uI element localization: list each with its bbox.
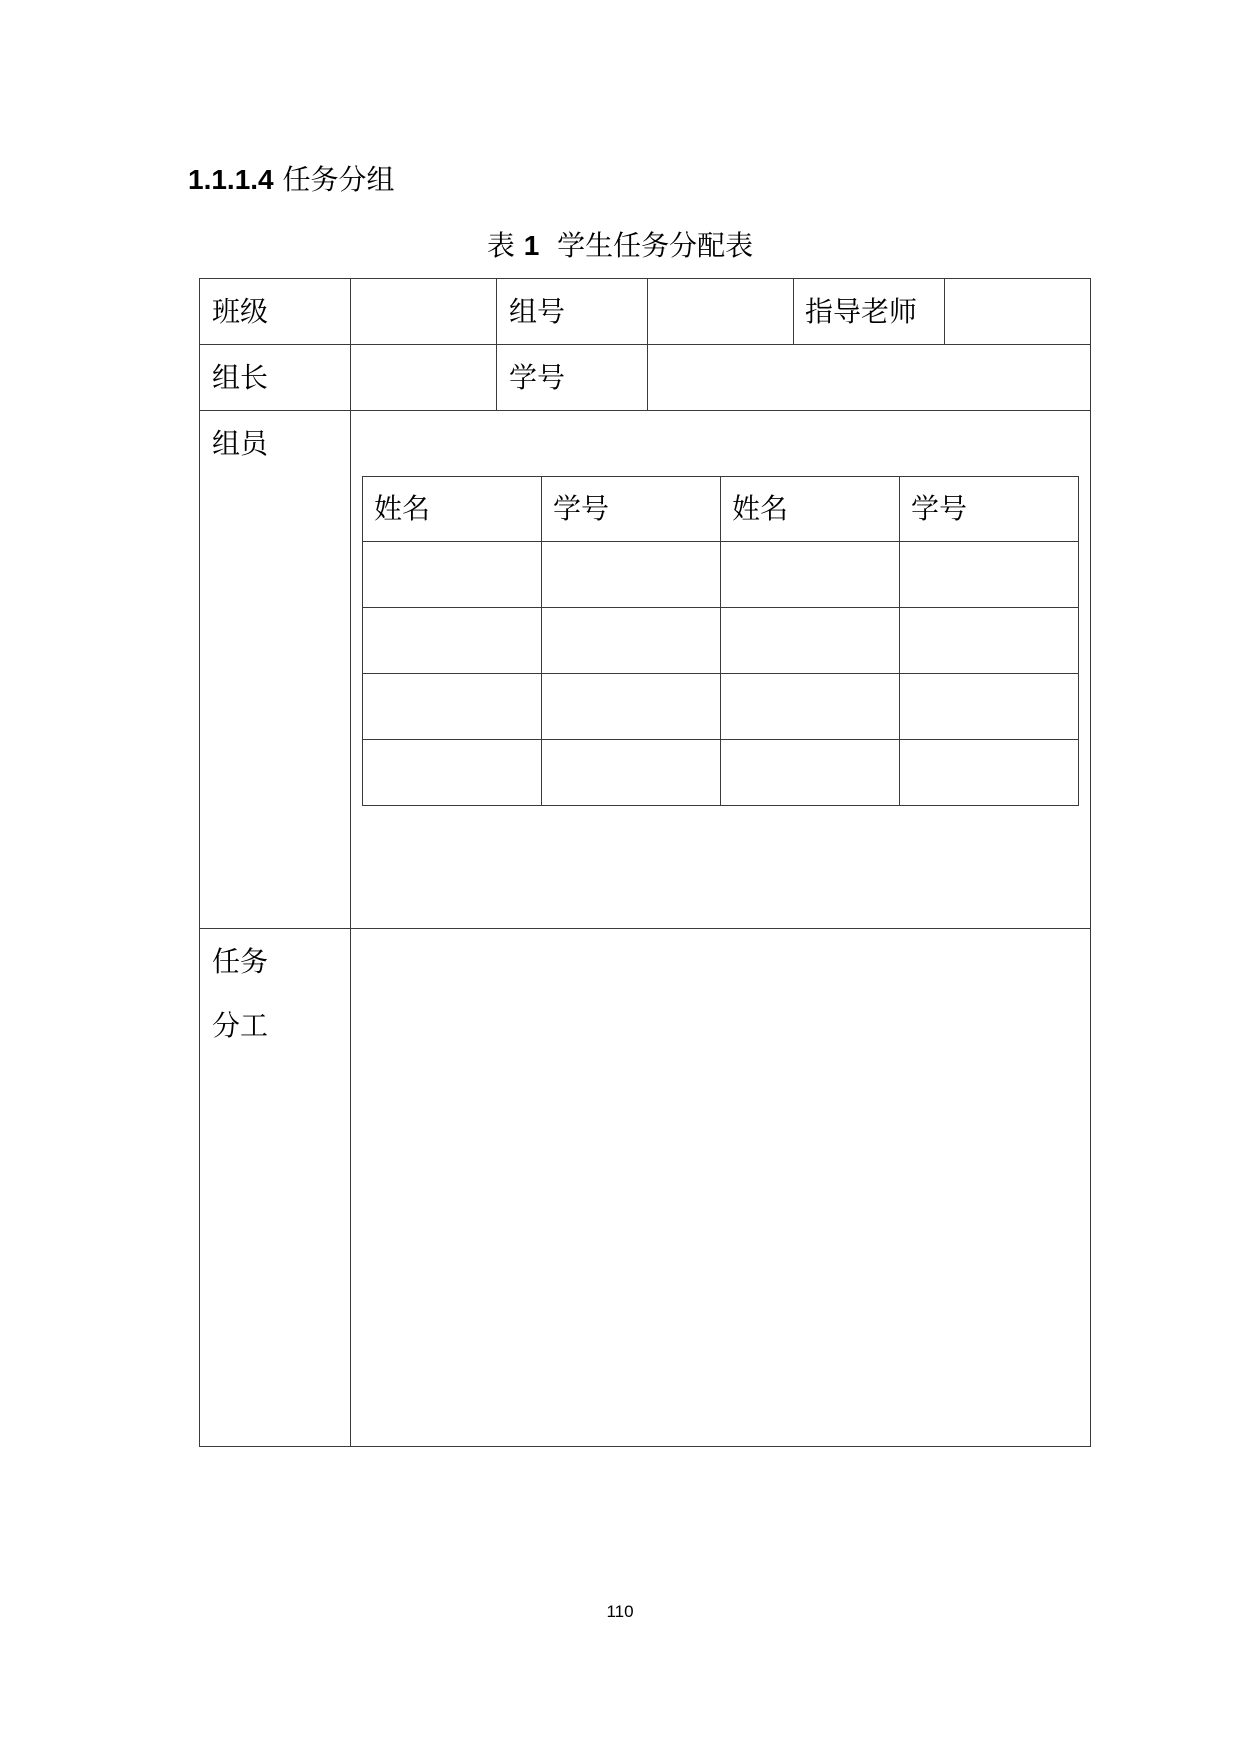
page-number: 110 xyxy=(606,1602,634,1621)
table-line xyxy=(1090,278,1091,1447)
member-cell[interactable] xyxy=(363,608,541,673)
class-label: 班级 xyxy=(212,295,269,328)
member-cell[interactable] xyxy=(900,674,1078,739)
section-title: 任务分组 xyxy=(282,163,395,196)
member-cell[interactable] xyxy=(542,542,720,607)
member-cell[interactable] xyxy=(542,740,720,805)
member-cell[interactable] xyxy=(900,608,1078,673)
table-line xyxy=(199,278,200,1447)
leader-label: 组长 xyxy=(212,361,269,394)
members-header-id: 学号 xyxy=(911,492,968,525)
member-cell[interactable] xyxy=(900,542,1078,607)
members-table-line xyxy=(1078,476,1079,806)
caption-prefix: 表 xyxy=(486,229,515,262)
caption-number: 1 xyxy=(523,230,540,261)
section-number: 1.1.1.4 xyxy=(188,164,274,195)
members-header-name: 姓名 xyxy=(374,492,431,525)
table-line xyxy=(199,410,1091,411)
members-label: 组员 xyxy=(212,427,269,460)
leader-field[interactable] xyxy=(351,345,496,410)
member-cell[interactable] xyxy=(900,740,1078,805)
caption-title: 学生任务分配表 xyxy=(557,229,754,262)
advisor-label: 指导老师 xyxy=(805,295,918,328)
member-cell[interactable] xyxy=(363,674,541,739)
group-no-field[interactable] xyxy=(648,279,793,344)
table-line xyxy=(199,1446,1091,1447)
member-cell[interactable] xyxy=(363,542,541,607)
advisor-field[interactable] xyxy=(945,279,1090,344)
section-heading xyxy=(188,160,395,200)
members-header-name: 姓名 xyxy=(732,492,789,525)
tasks-label-line2: 分工 xyxy=(212,1009,269,1042)
leader-id-field[interactable] xyxy=(648,345,1090,410)
table-line xyxy=(496,278,497,410)
leader-id-label: 学号 xyxy=(509,361,566,394)
member-cell[interactable] xyxy=(363,740,541,805)
group-no-label: 组号 xyxy=(509,295,566,328)
member-cell[interactable] xyxy=(542,674,720,739)
table-line xyxy=(793,278,794,344)
members-header-id: 学号 xyxy=(553,492,610,525)
tasks-label-line1: 任务 xyxy=(212,945,269,978)
member-cell[interactable] xyxy=(542,608,720,673)
member-cell[interactable] xyxy=(721,740,899,805)
class-field[interactable] xyxy=(351,279,496,344)
tasks-field[interactable] xyxy=(351,929,1090,1446)
member-cell[interactable] xyxy=(721,542,899,607)
member-cell[interactable] xyxy=(721,674,899,739)
table-caption xyxy=(0,226,1240,266)
member-cell[interactable] xyxy=(721,608,899,673)
